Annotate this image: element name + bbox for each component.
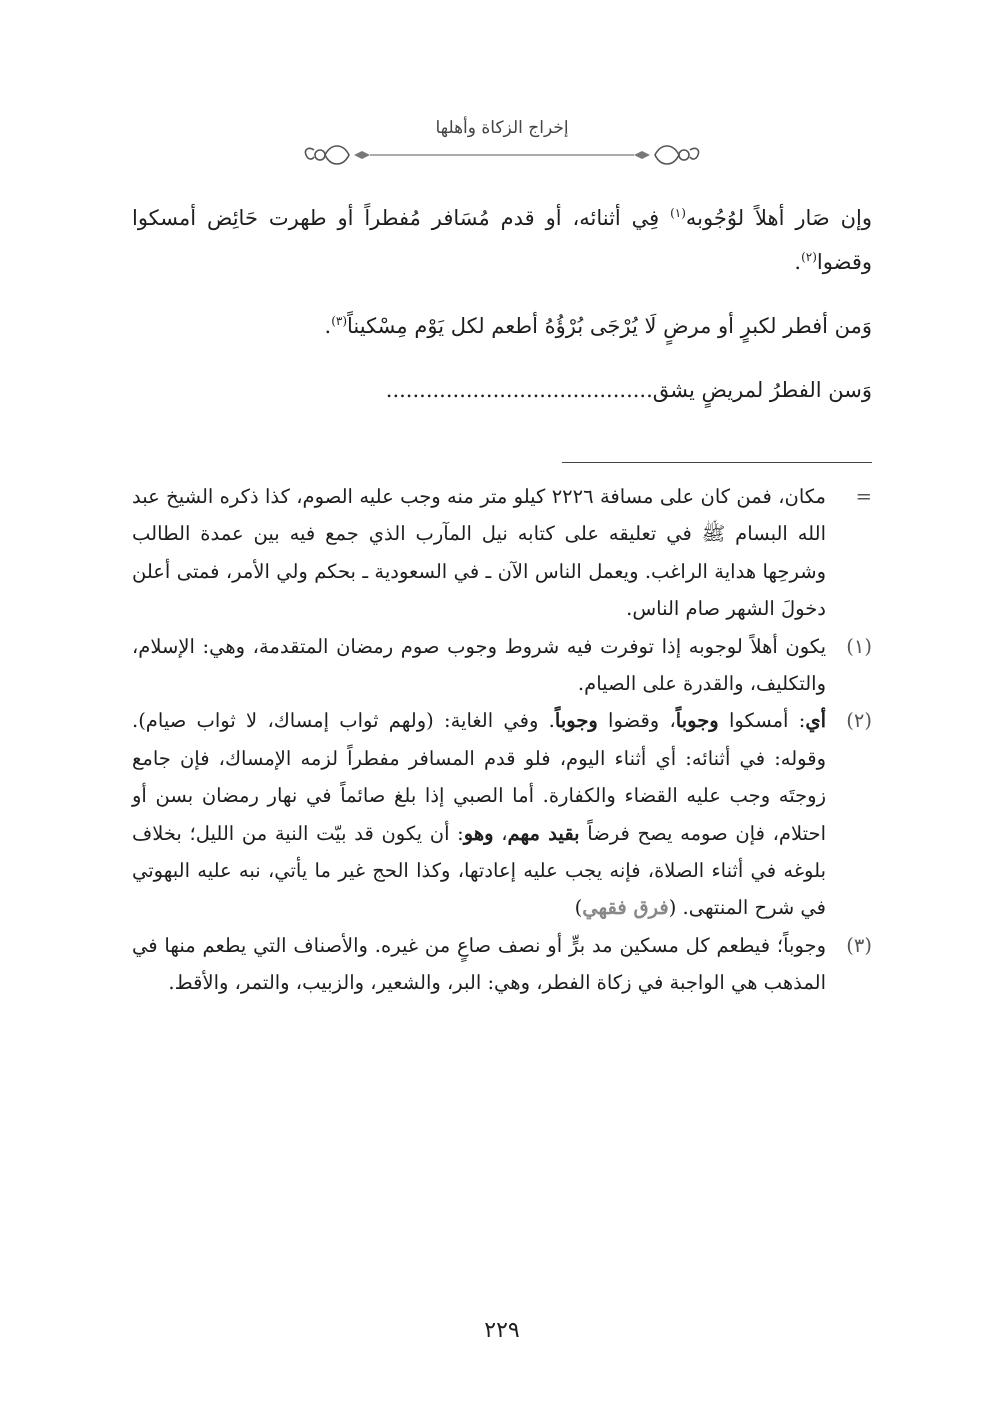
footnotes [132,478,872,1002]
footnote-number: (٣) [846,933,872,957]
main-paragraph-2: وَمن أفطر لكبرٍ أو مرضٍ لَا يُرْجَى بُرْؤُهُ أطعم لكل يَوْم مِسْكيناً$^{(٣)}$. [324,314,872,338]
ornament-divider-icon [300,138,704,172]
continuation-dots: ........................................ [385,378,653,402]
footnote-ref-1[interactable]: (١) [670,206,686,220]
footnote-continuation: = مكان، فمن كان على مسافة ٢٢٢٦ كيلو متر منه وجب عليه الصوم، كذا ذكره الشيخ عبد الله البسام ﷺ في تعليقه على كتابه نيل المآرب الذي جمع فيه بين عمدة الطالب وشرحِها هداية الراغب. ويعمل الناس الآن ـ في السعودية ـ بحكم ولي الأمر، فمتى أعلن دخولَ الشهر صام الناس. [132,478,872,628]
footnote-3: (٣) وجوباً؛ فيطعم كل مسكين مد برٍّ أو نصف صاعٍ من غيره. والأصناف التي يطعم منها في المذهب هي الواجبة في زكاة الفطر، وهي: البر، والشعير، والزبيب، والتمر، والأقط. [132,927,872,1002]
fiqh-distinction-tag: فرق فقهي [582,896,669,920]
page-header [0,112,1004,172]
footnote-ref-3[interactable]: (٣) [331,314,348,328]
main-paragraph-1: وإن صَار أهلاً لوُجُوبه$^{(١)}$ فِي أثنائه، أو قدم مُسَافر مُفطراً أو طهرت حَائِض أمسكوا وقضوا$^{(٢)}$. [132,206,872,274]
running-title: إخراج الزكاة وأهلها [435,118,569,138]
footnote-1: (١) يكون أهلاً لوجوبه إذا توفرت فيه شروط وجوب صوم رمضان المتقدمة، وهي: الإسلام، والتكليف، والقدرة على الصيام. [132,628,872,703]
main-text [132,196,872,412]
footnote-2: (٢) أي: أمسكوا وجوباً، وقضوا وجوباً. وفي الغاية: (ولهم ثواب إمساك، لا ثواب صيام). وقوله: في أثنائه: أي أثناء اليوم، فلو قدم المسافر مفطراً لزمه الإمساك، فإن جامع زوجتَه وجب عليه القضاء والكفارة. أما الصبي إذا بلغ صائماً في نهار رمضان بسن أو احتلام، فإن صومه يصح فرضاً بقيد مهم، وهو: أن يكون قد بيّت النية من الليل؛ بخلاف بلوغه في أثناء الصلاة، فإنه يجب عليه إعادتها، وكذا الحج غير ما يأتي، نبه عليه البهوتي في شرح المنتهى. (فرق فقهي) [132,702,872,926]
footnote-ref-2[interactable]: (٢) [801,250,817,264]
footnote-number: (١) [846,634,872,658]
page-number: ٢٢٩ [484,1318,520,1343]
continuation-mark: = [855,485,872,508]
main-paragraph-3: وَسن الفطرُ لمريضٍ يشق........................................ [385,378,872,402]
footnote-number: (٢) [846,709,872,733]
footnote-separator [562,462,872,463]
